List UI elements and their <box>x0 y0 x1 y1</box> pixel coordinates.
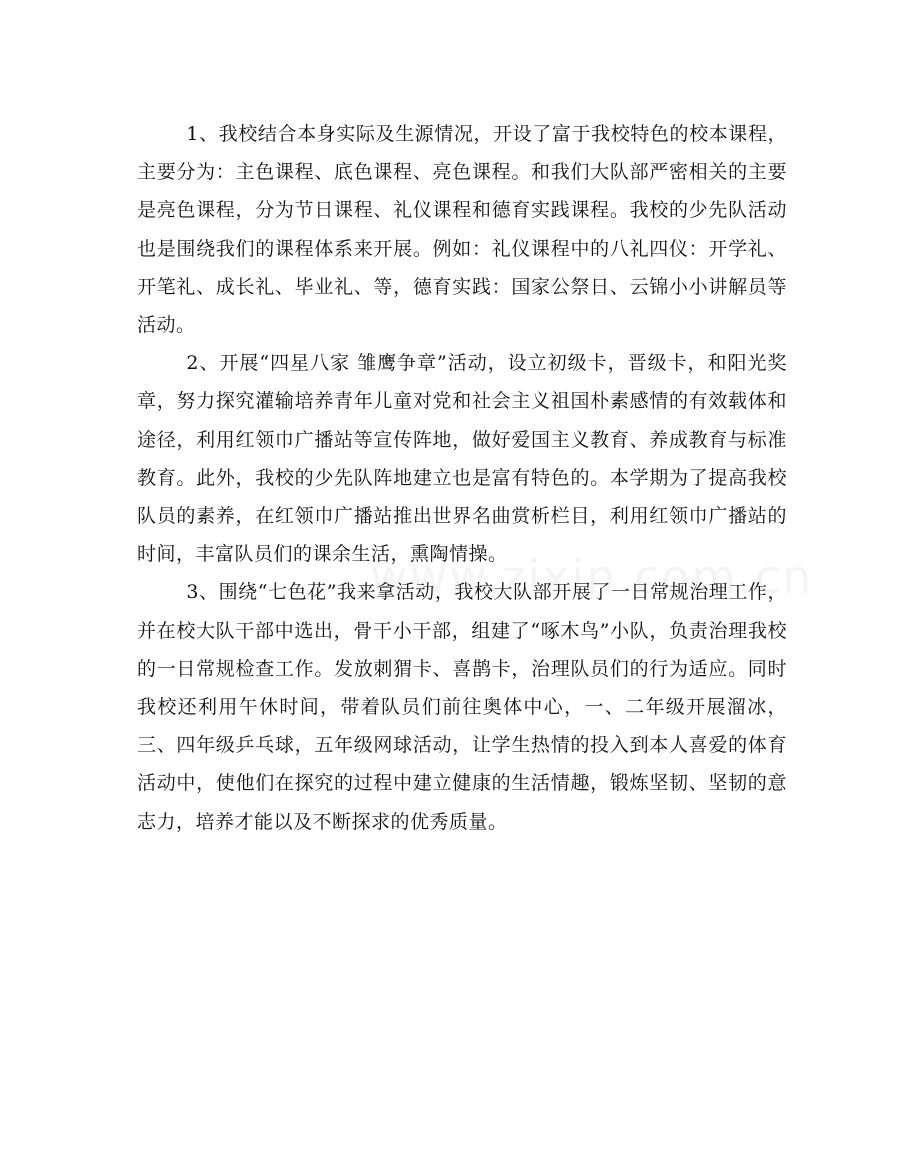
paragraph-3: 3、围绕“七色花”我来拿活动，我校大队部开展了一日常规治理工作，并在校大队干部中选出，骨干小干部，组建了“啄木鸟”小队，负责治理我校的一日常规检查工作。发放刺猬卡、喜鹊卡，治理队员们的行为适应。同时我校还利用午休时间，带着队员们前往奥体中心，一、二年级开展溜冰，三、四年级乒乓球，五年级网球活动，让学生热情的投入到本人喜爱的体育活动中，使他们在探究的过程中建立健康的生活情趣，锻炼坚韧、坚韧的意志力，培养才能以及不断探求的优秀质量。 <box>137 581 787 833</box>
document-body <box>137 115 787 841</box>
paragraph-2: 2、开展“四星八家 雏鹰争章”活动，设立初级卡，晋级卡，和阳光奖章，努力探究灌输培养青年儿童对党和社会主义祖国朴素感情的有效载体和途径，利用红领巾广播站等宣传阵地，做好爱国主义教育、养成教育与标准教育。此外，我校的少先队阵地建立也是富有特色的。本学期为了提高我校队员的素养，在红领巾广播站推出世界名曲赏析栏目，利用红领巾广播站的时间，丰富队员们的课余生活，熏陶情操。 <box>137 352 787 566</box>
paragraph-1: 1、我校结合本身实际及生源情况，开设了富于我校特色的校本课程，主要分为：主色课程、底色课程、亮色课程。和我们大队部严密相关的主要是亮色课程，分为节日课程、礼仪课程和德育实践课程。我校的少先队活动也是围绕我们的课程体系来开展。例如：礼仪课程中的八礼四仪：开学礼、开笔礼、成长礼、毕业礼、等，德育实践：国家公祭日、云锦小小讲解员等活动。 <box>137 123 787 337</box>
